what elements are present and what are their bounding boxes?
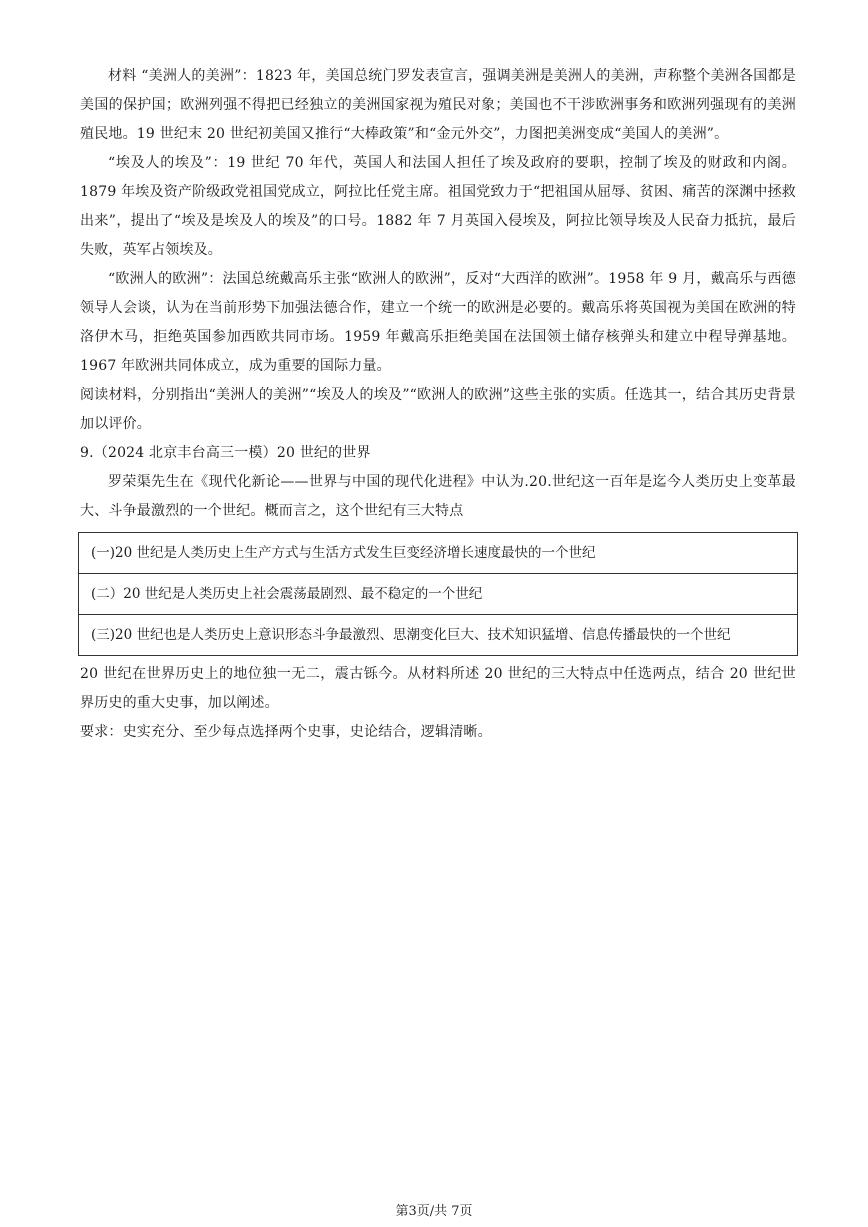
feature-cell-3: (三)20 世纪也是人类历史上意识形态斗争最激烈、思潮变化巨大、技术知识猛增、信息传播最快的一个世纪 xyxy=(79,615,798,656)
material-paragraph-egypt: “埃及人的埃及”：19 世纪 70 年代，英国人和法国人担任了埃及政府的要职，控制了埃及的财政和内阁。1879 年埃及资产阶级政党祖国党成立，阿拉比任党主席。祖国党致力于“把祖国从屈辱、贫困、痛苦的深渊中拯救出来”，提出了“埃及是埃及人的埃及”的口号。1882 年 7 月英国入侵埃及，阿拉比领导埃及人民奋力抵抗，最后失败，英军占领埃及。 xyxy=(80,155,796,258)
document-page xyxy=(80,62,796,747)
question-9-heading: 9.（2024 北京丰台高三一模）20 世纪的世界 xyxy=(80,445,371,461)
material-paragraph-europe: “欧洲人的欧洲”：法国总统戴高乐主张“欧洲人的欧洲”，反对“大西洋的欧洲”。1958 年 9 月，戴高乐与西德领导人会谈，认为在当前形势下加强法德合作，建立一个统一的欧洲是必要的。戴高乐将英国视为美国在欧洲的特洛伊木马，拒绝英国参加西欧共同市场。1959 年戴高乐拒绝美国在法国领土储存核弹头和建立中程导弹基地。1967 年欧洲共同体成立，成为重要的国际力量。 xyxy=(80,271,796,374)
feature-cell-1: (一)20 世纪是人类历史上生产方式与生活方式发生巨变经济增长速度最快的一个世纪 xyxy=(79,533,798,574)
question-9-requirement: 要求：史实充分、至少每点选择两个史事，史论结合，逻辑清晰。 xyxy=(80,724,492,740)
table-row xyxy=(79,615,798,656)
question-9-intro: 罗荣渠先生在《现代化新论——世界与中国的现代化进程》中认为.20.世纪这一百年是迄今人类历史上变革最大、斗争最激烈的一个世纪。概而言之，这个世纪有三大特点 xyxy=(80,474,796,519)
question-9-task: 20 世纪在世界历史上的地位独一无二，震古铄今。从材料所述 20 世纪的三大特点中任选两点，结合 20 世纪世界历史的重大史事，加以阐述。 xyxy=(80,666,796,711)
material-paragraph-americas: 材料 “美洲人的美洲”：1823 年，美国总统门罗发表宣言，强调美洲是美洲人的美洲，声称整个美洲各国都是美国的保护国；欧洲列强不得把已经独立的美洲国家视为殖民对象；美国也不干涉欧洲事务和欧洲列强现有的美洲殖民地。19 世纪末 20 世纪初美国又推行“大棒政策”和“金元外交”，力图把美洲变成“美国人的美洲”。 xyxy=(80,68,796,142)
feature-cell-2: (二）20 世纪是人类历史上社会震荡最剧烈、最不稳定的一个世纪 xyxy=(79,574,798,615)
page-number: 第3页/共 7页 xyxy=(395,1204,473,1219)
table-row xyxy=(79,533,798,574)
features-table xyxy=(78,532,798,656)
table-row xyxy=(79,574,798,615)
question-8-task: 阅读材料，分别指出“美洲人的美洲”“埃及人的埃及”“欧洲人的欧洲”这些主张的实质。任选其一，结合其历史背景加以评价。 xyxy=(80,387,796,432)
